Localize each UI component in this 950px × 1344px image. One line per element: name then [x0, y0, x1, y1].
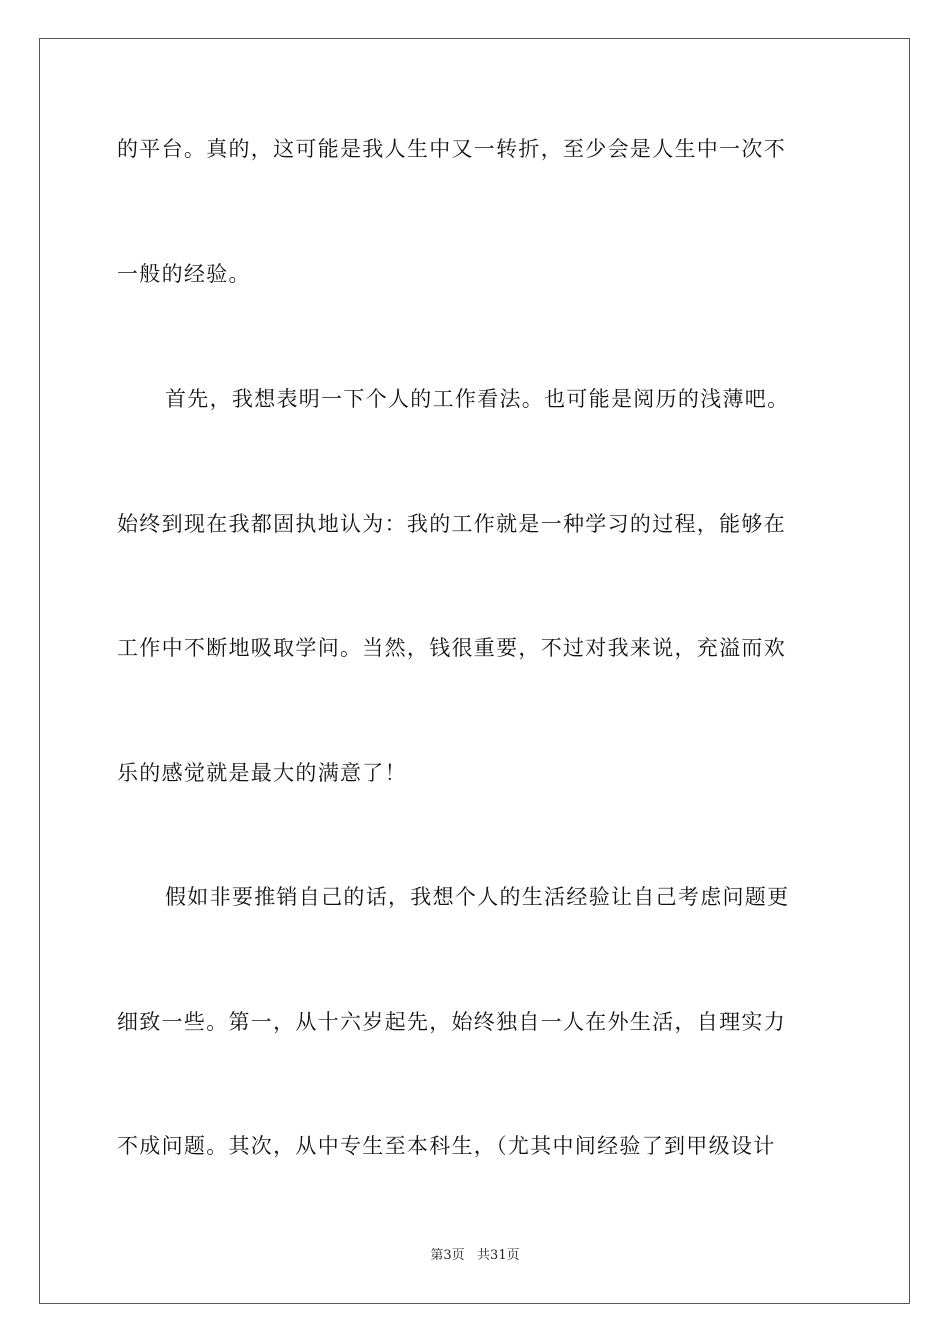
body-line-3: 首先，我想表明一下个人的工作看法。也可能是阅历的浅薄吧。 — [165, 387, 790, 411]
body-line-4: 始终到现在我都固执地认为：我的工作就是一种学习的过程，能够在 — [117, 512, 786, 536]
body-line-8: 细致一些。第一，从十六岁起先，始终独自一人在外生活，自理实力 — [117, 1010, 786, 1034]
body-line-6: 乐的感觉就是最大的满意了！ — [117, 761, 407, 785]
body-line-9: 不成问题。其次，从中专生至本科生，（尤其中间经验了到甲级设计 — [117, 1134, 776, 1158]
body-line-1: 的平台。真的，这可能是我人生中又一转折，至少会是人生中一次不 — [117, 137, 786, 161]
page-border — [39, 38, 910, 1304]
body-line-2: 一般的经验。 — [117, 262, 251, 286]
body-line-7: 假如非要推销自己的话，我想个人的生活经验让自己考虑问题更 — [165, 885, 790, 909]
page-number-footer: 第3页 共31页 — [430, 1248, 520, 1263]
body-line-5: 工作中不断地吸取学问。当然，钱很重要，不过对我来说，充溢而欢 — [117, 636, 786, 660]
